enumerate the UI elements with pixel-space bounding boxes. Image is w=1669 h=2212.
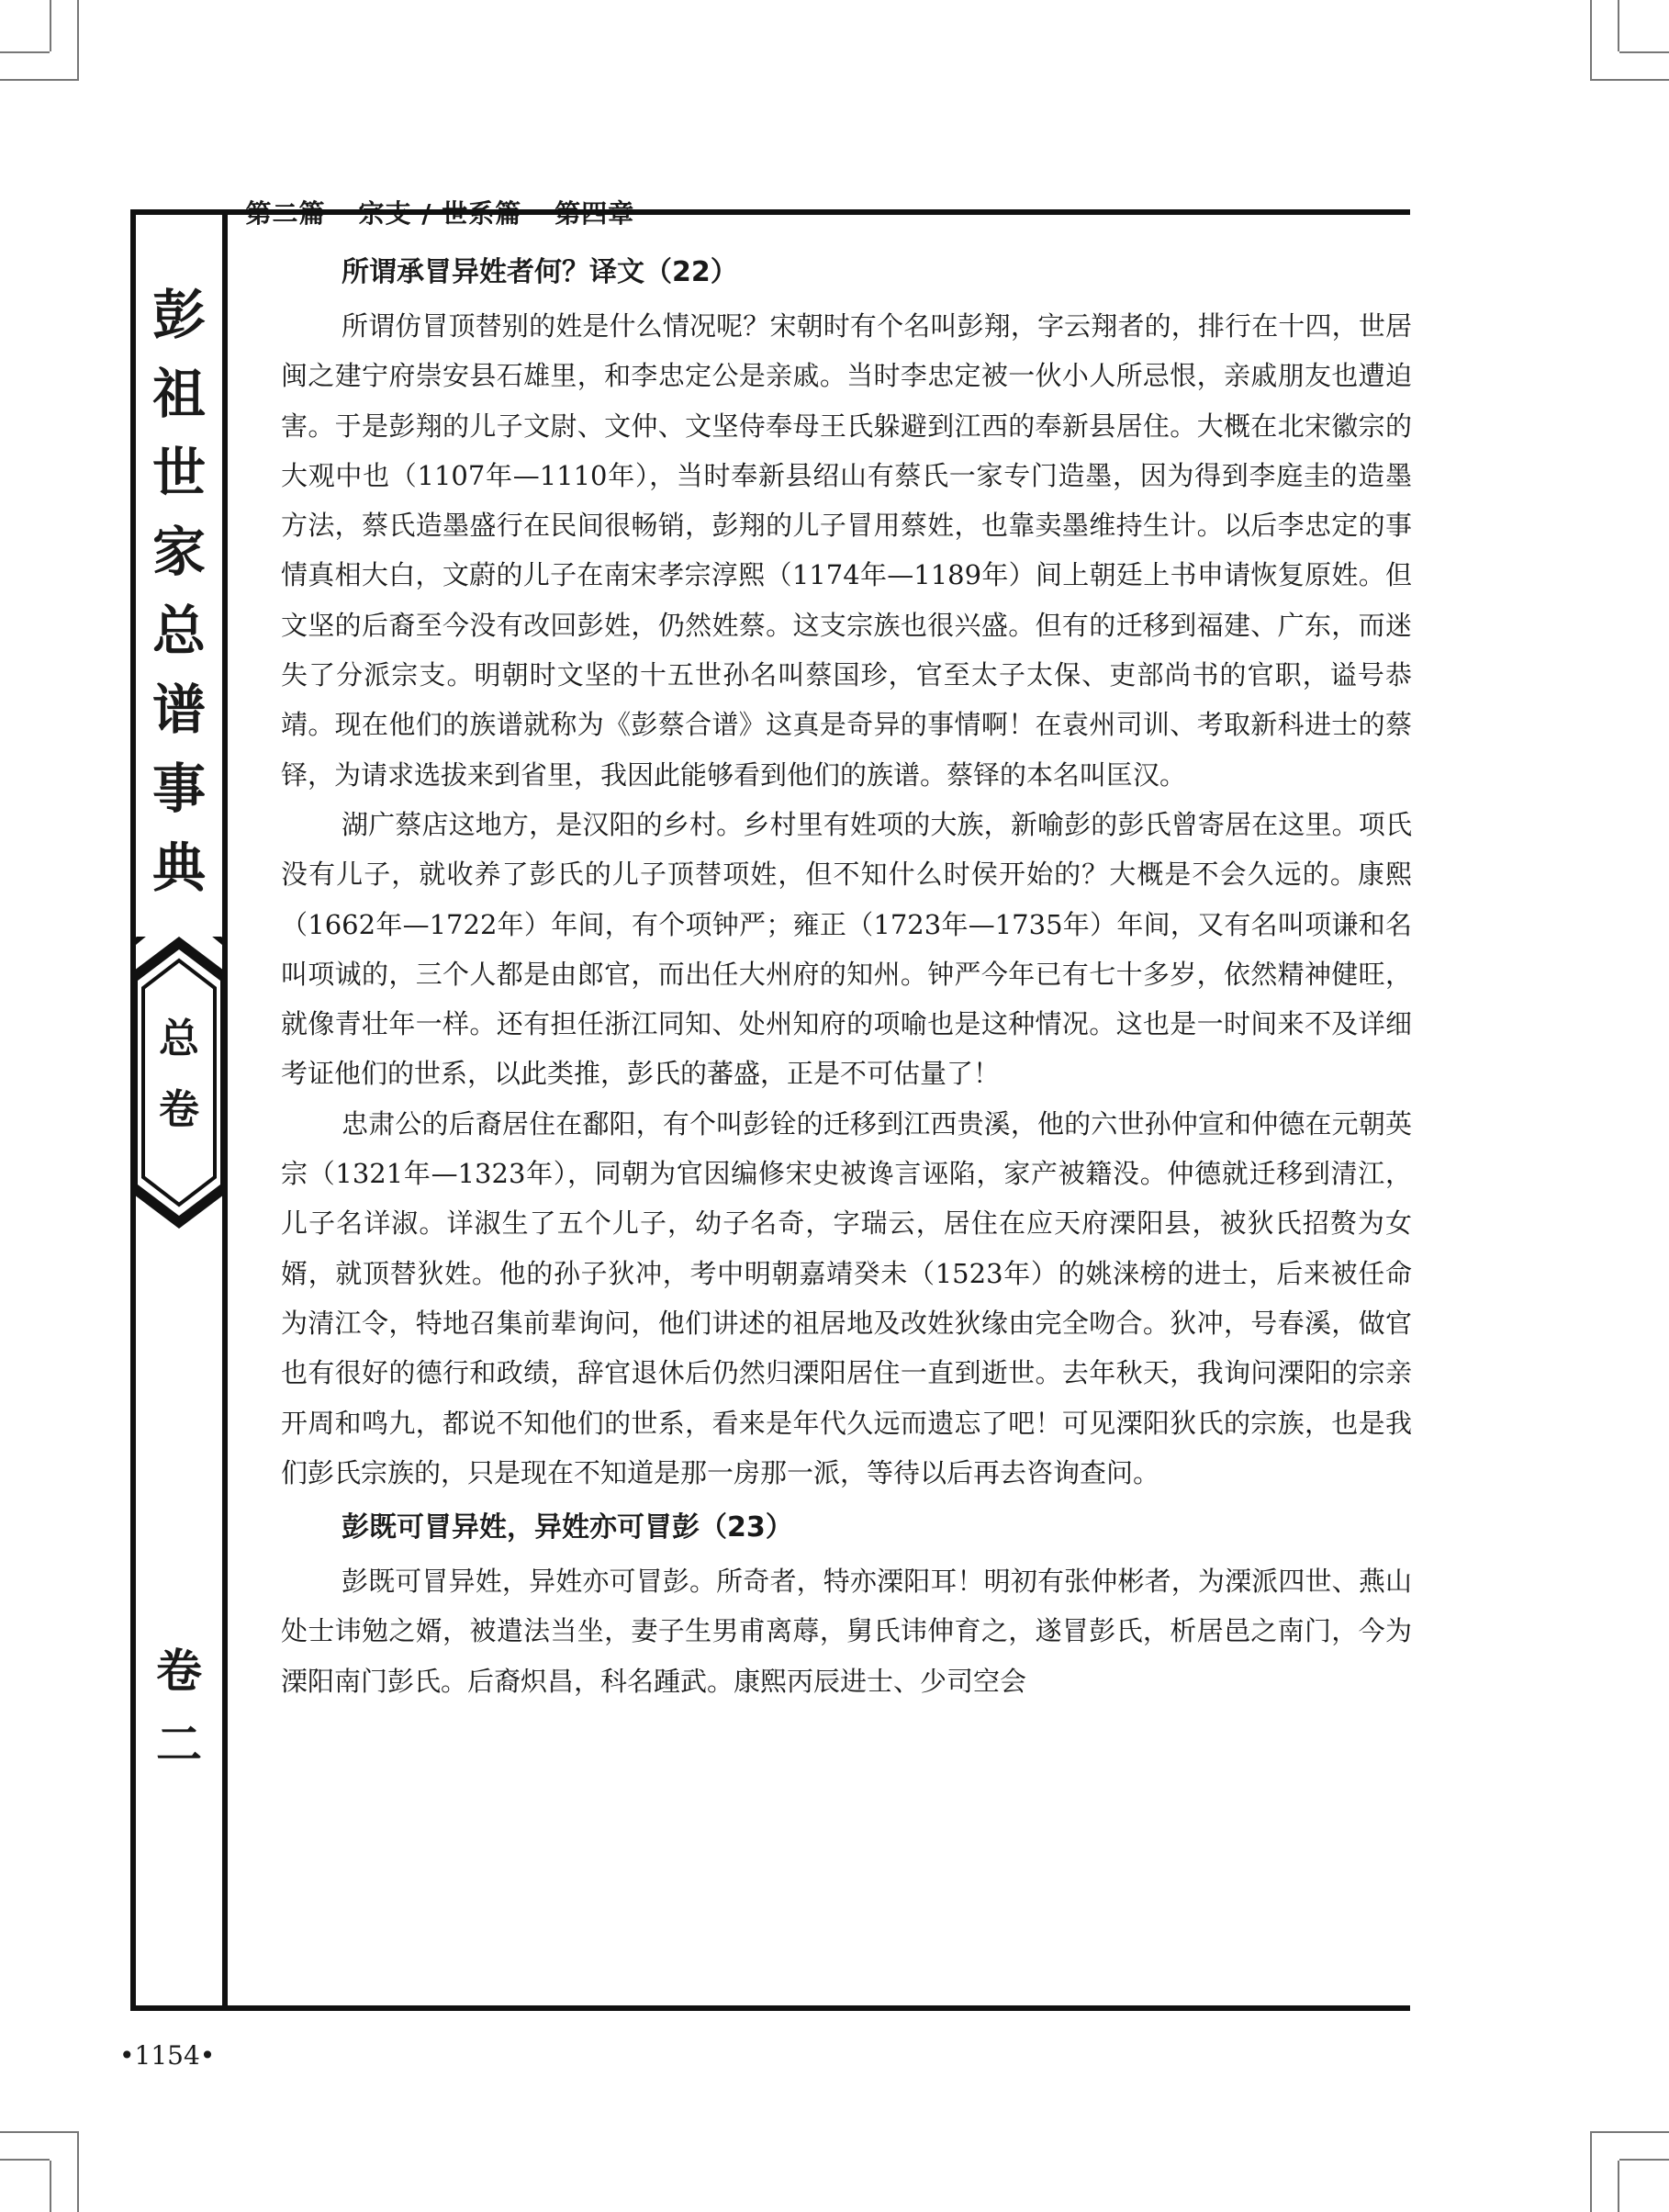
crop-mark bbox=[1590, 2131, 1592, 2212]
sidebar-title-char: 典 bbox=[151, 837, 206, 899]
sidebar-title-char: 总 bbox=[151, 600, 206, 662]
page-number: •1154• bbox=[119, 2040, 216, 2071]
bottom-rule bbox=[130, 2005, 1410, 2011]
top-rule bbox=[130, 209, 1410, 215]
sidebar-title-char: 彭 bbox=[151, 284, 206, 346]
crop-mark bbox=[50, 0, 51, 51]
crop-mark bbox=[1592, 79, 1669, 81]
sidebar-book-title bbox=[136, 275, 222, 907]
sidebar-juan-label bbox=[136, 1634, 222, 1781]
paragraph: 彭既可冒异姓，异姓亦可冒彭。所奇者，特亦溧阳耳！明初有张仲彬者，为溧派四世、燕山处士讳勉之婿，被遣法当坐，妻子生男甫离蓐，舅氏讳伸育之，遂冒彭氏，析居邑之南门，今为溧阳南门彭氏。后裔炽昌，科名踵武。康熙丙辰进士、少司空会 bbox=[281, 1566, 1412, 1697]
sidebar-juan-char: 卷 bbox=[156, 1645, 202, 1698]
sidebar-juan-char: 二 bbox=[156, 1718, 202, 1771]
sidebar-volume-char: 总 bbox=[159, 1016, 199, 1062]
crop-mark bbox=[1618, 0, 1619, 51]
section-heading: 所谓承冒异姓者何？译文（22） bbox=[342, 256, 738, 288]
paragraph: 湖广蔡店这地方，是汉阳的乡村。乡村里有姓项的大族，新喻彭的彭氏曾寄居在这里。项氏没有儿子，就收养了彭氏的儿子顶替项姓，但不知什么时侯开始的？大概是不会久远的。康熙（1662年—1722年）年间，有个项钟严；雍正（1723年—1735年）年间，又有名叫项谦和名叫项诚的，三个人都是由郎官，而出任大州府的知州。钟严今年已有七十多岁，依然精神健旺，就像青壮年一样。还有担任浙江同知、处州知府的项喻也是这种情况。这也是一时间来不及详细考证他们的世系，以此类推，彭氏的蕃盛，正是不可估量了！ bbox=[281, 808, 1412, 1090]
sidebar-title-char: 事 bbox=[151, 758, 206, 820]
crop-mark bbox=[1592, 2131, 1669, 2133]
crop-mark bbox=[1619, 2159, 1669, 2161]
crop-mark bbox=[0, 2159, 50, 2161]
crop-mark bbox=[77, 2131, 79, 2212]
sidebar-volume-char: 卷 bbox=[159, 1086, 199, 1133]
sidebar-title-char: 谱 bbox=[151, 679, 206, 741]
crop-mark bbox=[1619, 51, 1669, 53]
paragraph: 所谓仿冒顶替别的姓是什么情况呢？宋朝时有个名叫彭翔，字云翔者的，排行在十四，世居闽之建宁府崇安县石雄里，和李忠定公是亲戚。当时李忠定被一伙小人所忌恨，亲戚朋友也遭迫害。于是彭翔的儿子文尉、文仲、文坚侍奉母王氏躲避到江西的奉新县居住。大概在北宋徽宗的大观中也（1107年—1110年），当时奉新县绍山有蔡氏一家专门造墨，因为得到李庭圭的造墨方法，蔡氏造墨盛行在民间很畅销，彭翔的儿子冒用蔡姓，也靠卖墨维持生计。以后李忠定的事情真相大白，文蔚的儿子在南宋孝宗淳熙（1174年—1189年）间上朝廷上书申请恢复原姓。但文坚的后裔至今没有改回彭姓，仍然姓蔡。这支宗族也很兴盛。但有的迁移到福建、广东，而迷失了分派宗支。明朝时文坚的十五世孙名叫蔡国珍，官至太子太保、吏部尚书的官职，谥号恭靖。现在他们的族谱就称为《彭蔡合谱》这真是奇异的事情啊！在袁州司训、考取新科进士的蔡铎，为请求选拔来到省里，我因此能够看到他们的族谱。蔡铎的本名叫匡汉。 bbox=[281, 310, 1412, 791]
paragraph: 忠肃公的后裔居住在鄱阳，有个叫彭铨的迁移到江西贵溪，他的六世孙仲宣和仲德在元朝英宗（1321年—1323年），同朝为官因编修宋史被谗言诬陷，家产被籍没。仲德就迁移到清江，儿子名详淑。详淑生了五个儿子，幼子名奇，字瑞云，居住在应天府溧阳县，被狄氏招赘为女婿，就顶替狄姓。他的孙子狄冲，考中明朝嘉靖癸未（1523年）的姚涞榜的进士，后来被任命为清江令，特地召集前辈询问，他们讲述的祖居地及改姓狄缘由完全吻合。狄冲，号春溪，做官也有很好的德行和政绩，辞官退休后仍然归溧阳居住一直到逝世。去年秋天，我询问溧阳的宗亲开周和鸣九，都说不知他们的世系，看来是年代久远而遗忘了吧！可见溧阳狄氏的宗族，也是我们彭氏宗族的，只是现在不知道是那一房那一派，等待以后再去咨询查问。 bbox=[281, 1107, 1412, 1488]
crop-mark bbox=[1618, 2161, 1619, 2212]
sidebar-title-char: 祖 bbox=[151, 363, 206, 425]
crop-mark bbox=[50, 2161, 51, 2212]
section-heading: 彭既可冒异姓，异姓亦可冒彭（23） bbox=[342, 1511, 793, 1544]
running-header bbox=[226, 163, 667, 230]
sidebar-volume-label bbox=[136, 1010, 222, 1151]
crop-mark bbox=[77, 0, 79, 81]
crop-mark bbox=[0, 51, 50, 53]
crop-mark bbox=[0, 2131, 77, 2133]
sidebar-title-char: 家 bbox=[151, 521, 206, 583]
crop-mark bbox=[1590, 0, 1592, 81]
main-text bbox=[281, 248, 1412, 1706]
sidebar-title-char: 世 bbox=[151, 442, 206, 504]
crop-mark bbox=[0, 79, 77, 81]
